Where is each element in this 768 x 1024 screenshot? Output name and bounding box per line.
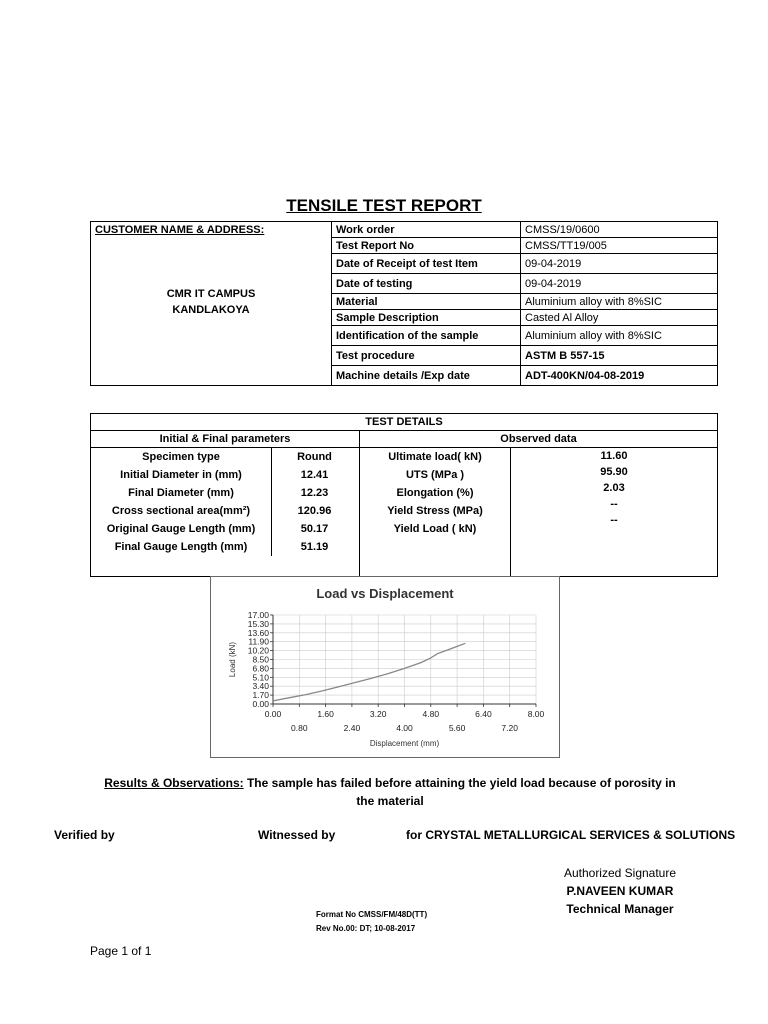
page-number: Page 1 of 1 [90, 944, 152, 958]
observed-label: Yield Stress (MPa) [387, 505, 483, 517]
chart-y-tick-label: 8.50 [252, 654, 269, 665]
test-details-table [90, 413, 718, 577]
observed-labels [360, 448, 511, 576]
customer-name [91, 286, 331, 318]
results-text-1: The sample has failed before attaining the yield load because of porosity in [243, 776, 676, 790]
chart-x-tick-label: 7.20 [501, 723, 518, 733]
chart-svg [211, 577, 559, 757]
verified-by: Verified by [54, 828, 115, 842]
info-label: Sample Description [332, 310, 521, 326]
info-value: Aluminium alloy with 8%SIC [521, 326, 718, 346]
info-value: CMSS/19/0600 [521, 222, 718, 238]
chart-y-tick-label: 10.20 [247, 645, 269, 656]
info-value: ADT-400KN/04-08-2019 [521, 366, 718, 386]
chart-x-tick-label: 5.60 [448, 723, 466, 733]
chart-y-tick-label: 13.60 [247, 627, 269, 638]
observed-label: UTS (MPa ) [405, 469, 465, 481]
customer-name-line2: KANDLAKOYA [172, 304, 250, 316]
witnessed-by: Witnessed by [258, 828, 336, 842]
rev-no: Rev No.00: DT; 10-08-2017 [316, 924, 416, 933]
chart-x-tick-label: 0.80 [291, 723, 308, 733]
info-value: Casted Al Alloy [521, 310, 718, 326]
signatory-designation: Technical Manager [566, 902, 674, 916]
chart-y-tick-label: 6.80 [252, 663, 269, 674]
report-title: TENSILE TEST REPORT [286, 196, 482, 215]
chart-x-tick-label: 3.20 [369, 709, 387, 719]
observed-cell [360, 448, 718, 577]
info-value: 09-04-2019 [521, 254, 718, 274]
chart-title: Load vs Displacement [316, 586, 454, 601]
chart-y-tick-label: 3.40 [252, 681, 269, 692]
info-value: ASTM B 557-15 [521, 346, 718, 366]
info-label: Test Report No [332, 238, 521, 254]
param-value: 12.41 [300, 469, 329, 481]
info-label: Machine details /Exp date [332, 366, 521, 386]
chart-x-label: Displacement (mm) [369, 739, 440, 748]
param-row [91, 484, 359, 502]
results-block [90, 774, 690, 810]
chart-x-tick-label: 2.40 [343, 723, 361, 733]
load-displacement-chart [210, 576, 560, 758]
param-label: Final Gauge Length (mm) [91, 538, 272, 556]
params-cell [91, 448, 360, 577]
info-value: 09-04-2019 [521, 274, 718, 294]
chart-y-tick-label: 17.00 [247, 610, 269, 620]
param-row [91, 466, 359, 484]
param-row [91, 538, 359, 556]
results-text-2: the material [356, 794, 424, 808]
info-label: Identification of the sample [332, 326, 521, 346]
param-row [91, 502, 359, 520]
param-value: 12.23 [300, 487, 329, 499]
observed-value: -- [610, 498, 618, 510]
params-list [91, 448, 359, 556]
chart-x-tick-label: 4.80 [422, 709, 440, 719]
param-row [91, 448, 359, 466]
initial-final-heading: Initial & Final parameters [91, 431, 360, 448]
chart-series-line [273, 643, 465, 701]
info-table [90, 221, 718, 386]
chart-x-tick-label: 8.00 [527, 709, 545, 719]
observed-value: -- [610, 514, 618, 526]
param-value: 51.19 [300, 541, 329, 553]
chart-y-tick-label: 15.30 [247, 618, 269, 629]
param-row [91, 520, 359, 538]
param-value: 50.17 [300, 523, 329, 535]
param-label: Original Gauge Length (mm) [91, 520, 272, 538]
info-label: Test procedure [332, 346, 521, 366]
observed-value: 2.03 [603, 482, 625, 494]
chart-x-tick-label: 0.00 [264, 709, 282, 719]
chart-x-tick-label: 1.60 [317, 709, 334, 719]
customer-name-line1: CMR IT CAMPUS [166, 288, 256, 300]
observed-label: Ultimate load( kN) [388, 451, 482, 463]
observed-value: 95.90 [600, 466, 628, 478]
observed-values [511, 448, 717, 576]
observed-data-heading: Observed data [360, 431, 718, 448]
param-label: Final Diameter (mm) [91, 484, 272, 502]
authorized-signature: Authorized Signature [563, 866, 677, 880]
observed-label: Elongation (%) [396, 487, 474, 499]
format-block [316, 908, 427, 936]
customer-cell [91, 222, 332, 386]
customer-heading: CUSTOMER NAME & ADDRESS: [95, 224, 265, 236]
chart-y-label: Load (kN) [228, 641, 237, 678]
info-label: Work order [332, 222, 521, 238]
param-label: Cross sectional area(mm²) [91, 502, 272, 520]
param-value: 120.96 [297, 505, 332, 517]
chart-y-tick-label: 0.00 [252, 699, 269, 709]
info-value: Aluminium alloy with 8%SIC [521, 294, 718, 310]
info-value: CMSS/TT19/005 [521, 238, 718, 254]
chart-x-tick-label: 4.00 [396, 723, 413, 733]
info-label: Date of testing [332, 274, 521, 294]
observed-label: Yield Load ( kN) [393, 523, 477, 535]
param-label: Initial Diameter in (mm) [91, 466, 272, 484]
test-details-heading: TEST DETAILS [91, 414, 718, 431]
observed-value: 11.60 [600, 450, 628, 462]
signatory-name: P.NAVEEN KUMAR [566, 884, 674, 898]
info-label: Date of Receipt of test Item [332, 254, 521, 274]
info-label: Material [332, 294, 521, 310]
authorized-block [540, 864, 700, 918]
chart-x-tick-label: 6.40 [475, 709, 492, 719]
company-name: for CRYSTAL METALLURGICAL SERVICES & SOLUTIONS [406, 828, 736, 842]
results-label: Results & Observations: [104, 776, 244, 790]
chart-y-tick-label: 1.70 [252, 690, 269, 701]
chart-y-tick-label: 11.90 [248, 636, 269, 647]
chart-y-tick-label: 5.10 [252, 672, 269, 683]
format-no: Format No CMSS/FM/48D(TT) [316, 910, 428, 919]
info-row [91, 222, 718, 238]
param-label: Specimen type [91, 448, 272, 466]
param-value: Round [297, 451, 332, 463]
